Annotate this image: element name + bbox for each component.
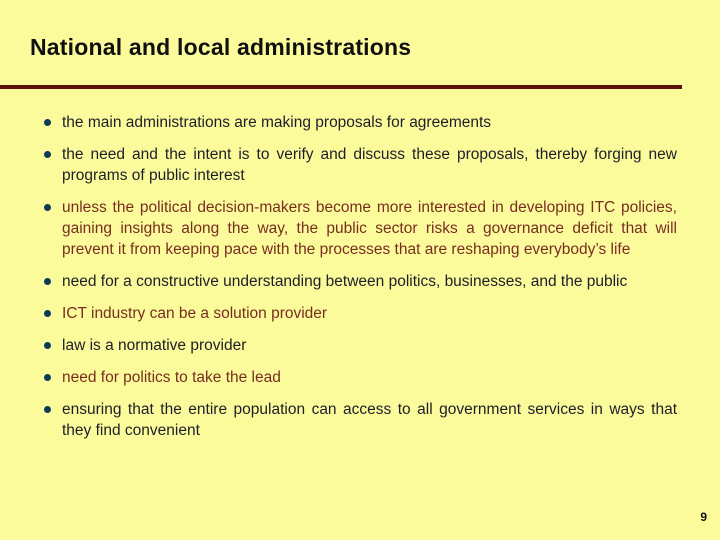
- bullet-icon: [44, 374, 51, 381]
- bullet-item: [44, 335, 677, 356]
- bullet-item: [44, 144, 677, 186]
- bullet-icon: [44, 406, 51, 413]
- bullet-item: [44, 112, 677, 133]
- bullet-text: the main administrations are making proposals for agreements: [62, 114, 492, 131]
- bullet-item: [44, 197, 677, 260]
- bullet-icon: [44, 204, 51, 211]
- bullet-text: need for politics to take the lead: [62, 369, 281, 386]
- bullet-text: unless the political decision-makers become more interested in developing ITC policies, gaining insights along the way, the public sector risks a governance deficit that will prevent it from keeping pace with the processes that are reshaping everybody’s life: [62, 199, 677, 258]
- bullet-icon: [44, 342, 51, 349]
- bullet-item: [44, 399, 677, 441]
- bullet-icon: [44, 151, 51, 158]
- bullet-text: ICT industry can be a solution provider: [62, 305, 328, 322]
- bullet-text: ensuring that the entire population can access to all government services in ways that they find convenient: [62, 401, 677, 439]
- page-title: National and local administrations: [30, 34, 412, 60]
- bullet-icon: [44, 119, 51, 126]
- bullet-text: need for a constructive understanding between politics, businesses, and the public: [62, 273, 628, 290]
- title-underline: [0, 85, 682, 89]
- bullet-item: [44, 367, 677, 388]
- bullet-icon: [44, 278, 51, 285]
- bullet-item: [44, 303, 677, 324]
- bullet-icon: [44, 310, 51, 317]
- bullet-list: [44, 112, 677, 452]
- bullet-text: the need and the intent is to verify and discuss these proposals, thereby forging new programs of public interest: [62, 146, 677, 184]
- bullet-text: law is a normative provider: [62, 337, 247, 354]
- bullet-item: [44, 271, 677, 292]
- page-number: 9: [700, 510, 707, 524]
